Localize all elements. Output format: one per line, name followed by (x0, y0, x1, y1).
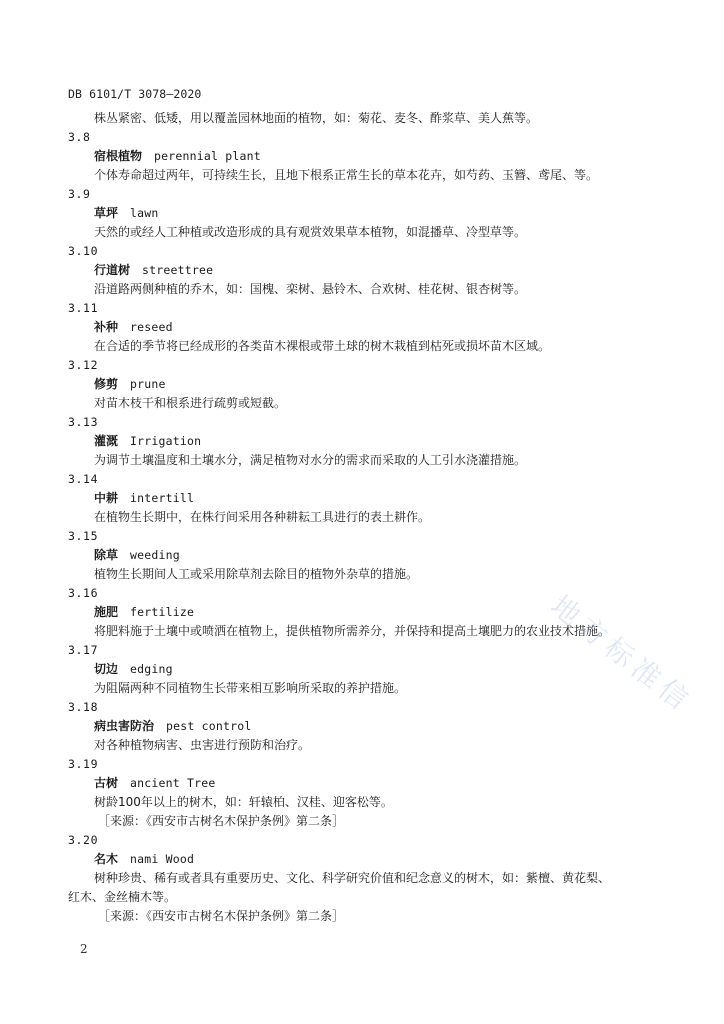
term-english: streettree (142, 263, 214, 277)
term-definition: 天然的或经人工种植或改造形成的具有观赏效果草本植物，如混播草、冷型草等。 (94, 225, 527, 239)
term-english: weeding (130, 548, 180, 562)
term-chinese: 古树 (94, 776, 119, 790)
clause-number: 3.15 (68, 529, 99, 543)
term-heading (68, 261, 668, 280)
term-chinese: 名木 (94, 852, 119, 866)
watermark: 地方标准信 (544, 588, 699, 720)
standard-code: DB 6101/T 3078—2020 (68, 87, 202, 101)
term-heading (68, 660, 668, 679)
term-heading (68, 318, 668, 337)
term-chinese: 草坪 (94, 206, 119, 220)
term-english: nami Wood (130, 852, 195, 866)
term-definition: 为阻隔两种不同植物生长带来相互影响所采取的养护措施。 (94, 681, 407, 695)
term-definition: 沿道路两侧种植的乔木，如：国槐、栾树、悬铃木、合欢树、桂花树、银杏树等。 (94, 282, 527, 296)
term-chinese: 行道树 (94, 263, 131, 277)
clause-number: 3.13 (68, 415, 99, 429)
term-chinese: 病虫害防治 (94, 719, 155, 733)
clause-number: 3.9 (68, 187, 91, 201)
term-source: ［来源：《西安市古树名木保护条例》第二条］ (98, 814, 345, 828)
term-heading (68, 489, 668, 508)
term-heading (68, 850, 668, 869)
term-source: ［来源：《西安市古树名木保护条例》第二条］ (98, 909, 345, 923)
term-english: prune (130, 377, 166, 391)
term-english: intertill (130, 491, 195, 505)
term-english: reseed (130, 320, 173, 334)
clause-number: 3.8 (68, 130, 91, 144)
term-definition: 个体寿命超过两年，可持续生长，且地下根系正常生长的草本花卉，如芍药、玉簪、鸢尾、等。 (94, 168, 599, 182)
term-english: ancient Tree (130, 776, 216, 790)
term-english: edging (130, 662, 173, 676)
term-heading (68, 774, 668, 793)
term-chinese: 除草 (94, 548, 119, 562)
term-chinese: 修剪 (94, 377, 119, 391)
clause-number: 3.19 (68, 757, 99, 771)
term-chinese: 宿根植物 (94, 149, 143, 163)
term-definition: 对苗木枝干和根系进行疏剪或短截。 (94, 396, 287, 410)
term-english: lawn (130, 206, 159, 220)
term-heading (68, 432, 668, 451)
term-definition: 为调节土壤温度和土壤水分，满足植物对水分的需求而采取的人工引水浇灌措施。 (94, 453, 527, 467)
term-heading (68, 375, 668, 394)
term-chinese: 切边 (94, 662, 119, 676)
term-definition-continued: 红木、金丝楠木等。 (68, 890, 177, 904)
term-english: perennial plant (154, 149, 261, 163)
continued-definition: 株丛紧密、低矮，用以覆盖园林地面的植物，如：菊花、麦冬、酢浆草、美人蕉等。 (94, 111, 539, 125)
term-definition: 对各种植物病害、虫害进行预防和治疗。 (94, 738, 311, 752)
clause-number: 3.16 (68, 586, 99, 600)
term-english: Irrigation (130, 434, 202, 448)
clause-number: 3.18 (68, 700, 99, 714)
term-heading (68, 717, 668, 736)
term-heading (68, 204, 668, 223)
term-chinese: 中耕 (94, 491, 119, 505)
clause-number: 3.11 (68, 301, 99, 315)
term-heading (68, 546, 668, 565)
terms-body (68, 109, 668, 926)
term-chinese: 补种 (94, 320, 119, 334)
term-english: pest control (166, 719, 252, 733)
term-definition: 树种珍贵、稀有或者具有重要历史、文化、科学研究价值和纪念意义的树木，如：紫檀、黄花梨、 (94, 871, 611, 885)
clause-number: 3.20 (68, 833, 99, 847)
term-definition: 在合适的季节将已经成形的各类苗木裸根或带土球的树木栽植到枯死或损坏苗木区域。 (94, 339, 551, 353)
clause-number: 3.14 (68, 472, 99, 486)
clause-number: 3.10 (68, 244, 99, 258)
term-chinese: 灌溉 (94, 434, 119, 448)
term-chinese: 施肥 (94, 605, 119, 619)
term-definition: 植物生长期间人工或采用除草剂去除目的植物外杂草的措施。 (94, 567, 419, 581)
term-definition: 将肥料施于土壤中或喷洒在植物上，提供植物所需养分，并保持和提高土壤肥力的农业技术措施。 (94, 624, 611, 638)
page-number: 2 (80, 942, 88, 956)
term-definition: 树龄100年以上的树木，如：轩辕柏、汉桂、迎客松等。 (94, 795, 393, 809)
term-heading (68, 603, 668, 622)
term-definition: 在植物生长期中，在株行间采用各种耕耘工具进行的表土耕作。 (94, 510, 431, 524)
term-english: fertilize (130, 605, 195, 619)
term-heading (68, 147, 668, 166)
clause-number: 3.12 (68, 358, 99, 372)
clause-number: 3.17 (68, 643, 99, 657)
